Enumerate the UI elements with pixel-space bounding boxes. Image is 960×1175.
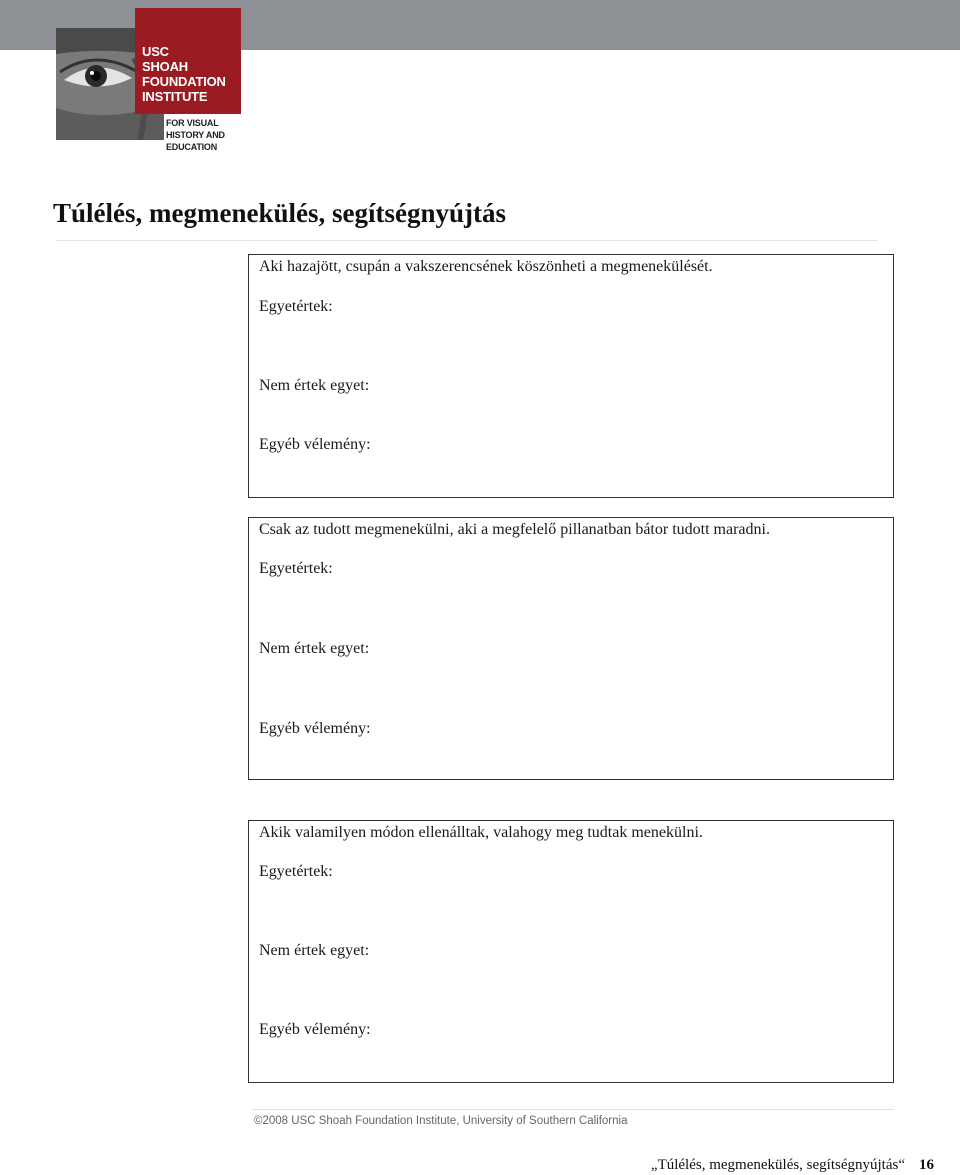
disagree-label: Nem értek egyet: [259, 377, 370, 394]
usc-shoah-logo [56, 8, 242, 154]
statement-text: Aki hazajött, csupán a vakszerencsének köszönheti a megmenekülését. [259, 258, 713, 275]
opinion-box-3 [248, 820, 894, 1083]
page-number: 16 [919, 1157, 934, 1173]
footer-divider [252, 1109, 894, 1110]
running-title: „Túlélés, megmenekülés, segítségnyújtás“ [650, 1157, 905, 1173]
logo-wordmark: USC SHOAH FOUNDATION INSTITUTE [142, 44, 226, 104]
other-opinion-label: Egyéb vélemény: [259, 1021, 371, 1038]
logo-red-block [135, 8, 241, 114]
statement-text: Csak az tudott megmenekülni, aki a megfelelő pillanatban bátor tudott maradni. [259, 521, 770, 538]
other-opinion-label: Egyéb vélemény: [259, 720, 371, 737]
opinion-box-1 [248, 254, 894, 498]
agree-label: Egyetértek: [259, 298, 333, 315]
disagree-label: Nem értek egyet: [259, 942, 370, 959]
page-title: Túlélés, megmenekülés, segítségnyújtás [53, 198, 506, 228]
agree-label: Egyetértek: [259, 560, 333, 577]
agree-label: Egyetértek: [259, 863, 333, 880]
other-opinion-label: Egyéb vélemény: [259, 436, 371, 453]
disagree-label: Nem értek egyet: [259, 640, 370, 657]
title-divider [56, 240, 878, 241]
opinion-box-2 [248, 517, 894, 780]
page-footer [651, 1157, 934, 1174]
logo-subtitle: FOR VISUAL HISTORY AND EDUCATION [166, 118, 225, 152]
copyright-text: ©2008 USC Shoah Foundation Institute, University of Southern California [254, 1115, 628, 1127]
statement-text: Akik valamilyen módon ellenálltak, valahogy meg tudtak menekülni. [259, 824, 703, 841]
